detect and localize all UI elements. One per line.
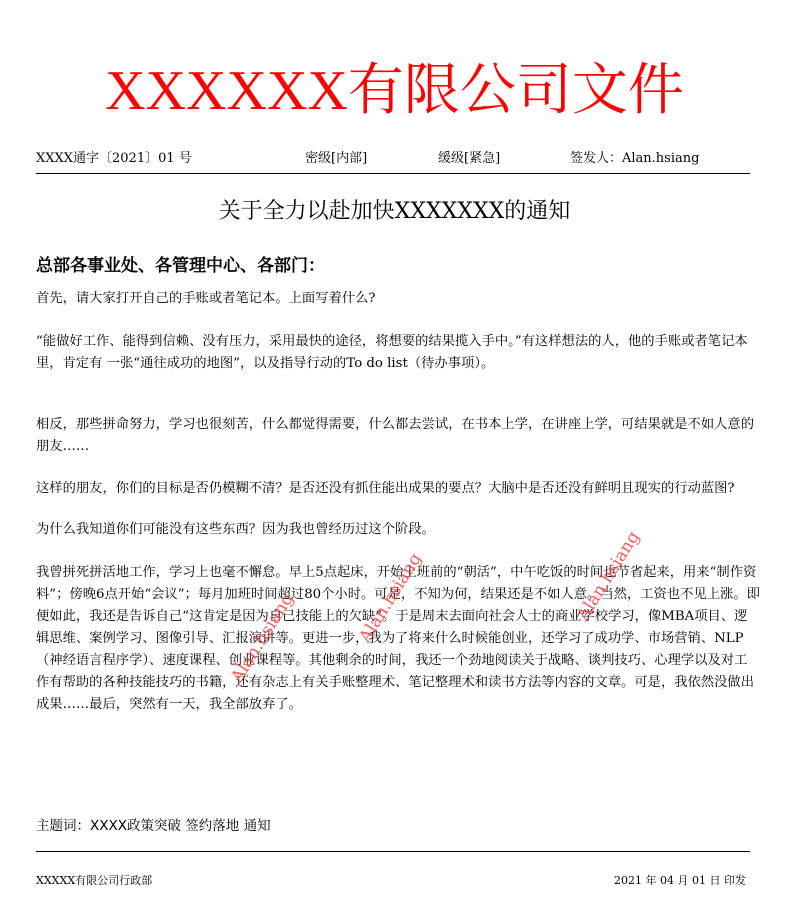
- recipient-line: 总部各事业处、各管理中心、各部门：: [36, 256, 325, 276]
- issuer: 签发人：Alan.hsiang: [570, 151, 700, 166]
- body-paragraph-3: [36, 414, 760, 458]
- paragraph-text: 这样的朋友，你们的目标是否仍模糊不清？是否还没有抓住能出成果的要点？大脑中是否还没有鲜明且现实的行动蓝图?: [36, 481, 735, 496]
- body-paragraph-1: [36, 288, 760, 310]
- subject-line: 主题词：XXXX政策突破 签约落地 通知: [36, 818, 271, 834]
- footer-divider: [36, 851, 750, 852]
- document-number: XXXX通字〔2021〕01 号: [36, 151, 192, 166]
- body-paragraph-5: [36, 519, 760, 541]
- urgency-level: 缓级[紧急]: [438, 151, 501, 166]
- header-divider: [36, 173, 750, 174]
- print-date: 2021 年 04 月 01 日 印发: [614, 874, 746, 887]
- watermark-text: Alan.hsiang: [573, 527, 644, 625]
- paragraph-text: 我曾拼死拼活地工作，学习上也毫不懈怠。早上5点起床，开始上班前的“朝活”，中午吃饭的时间也节省起来，用来“制作资料”；傍晚6点开始“会议”；每月加班时间超过80个小时。可是，不知为何，结果还是不如人意。当然，工资也不见上涨。即便如此，我还是告诉自己“这肯定是因为自己技能上的欠缺”。于是周末去面向社会人士的商业学校学习，像MBA项目、逻辑思维、案例学习、图像引导、汇报演讲等。更进一步，我为了将来什么时候能创业，还学习了成功学、市场营销、NLP（神经语言程序学）、速度课程、创业课程等。其他剩余的时间，我还一个劲地阅读关于战略、谈判技巧、心理学以及对工作有帮助的各种技能技巧的书籍，还有杂志上有关手账整理术、笔记整理术和读书方法等内容的文章。可是，我依然没做出成果……最后，突然有一天，我全部放弃了。: [36, 565, 760, 712]
- secrecy-level: 密级[内部]: [305, 151, 368, 166]
- body-paragraph-4: [36, 478, 760, 500]
- watermark-text: Alan.hsiang: [355, 549, 426, 647]
- letterhead-title: XXXXXX有限公司文件: [105, 60, 684, 122]
- watermark-text: Alan.hsiang: [227, 589, 298, 687]
- body-paragraph-2: [36, 331, 760, 375]
- paragraph-text: “能做好工作、能得到信赖、没有压力，采用最快的途径，将想要的结果揽入手中。”有这样想法的人，他的手账或者笔记本里，肯定有 一张“通往成功的地图”，以及指导行动的To do list（待办事项）。: [36, 334, 748, 371]
- paragraph-text: 首先，请大家打开自己的手账或者笔记本。上面写着什么?: [36, 291, 376, 306]
- issuing-department: XXXXX有限公司行政部: [36, 874, 153, 887]
- notice-title: 关于全力以赴加快XXXXXXX的通知: [218, 199, 571, 224]
- paragraph-text: 为什么我知道你们可能没有这些东西？因为我也曾经历过这个阶段。: [36, 522, 435, 537]
- paragraph-text: 相反，那些拼命努力，学习也很刻苦，什么都觉得需要，什么都去尝试，在书本上学，在讲座上学，可结果就是不如人意的朋友……: [36, 417, 755, 454]
